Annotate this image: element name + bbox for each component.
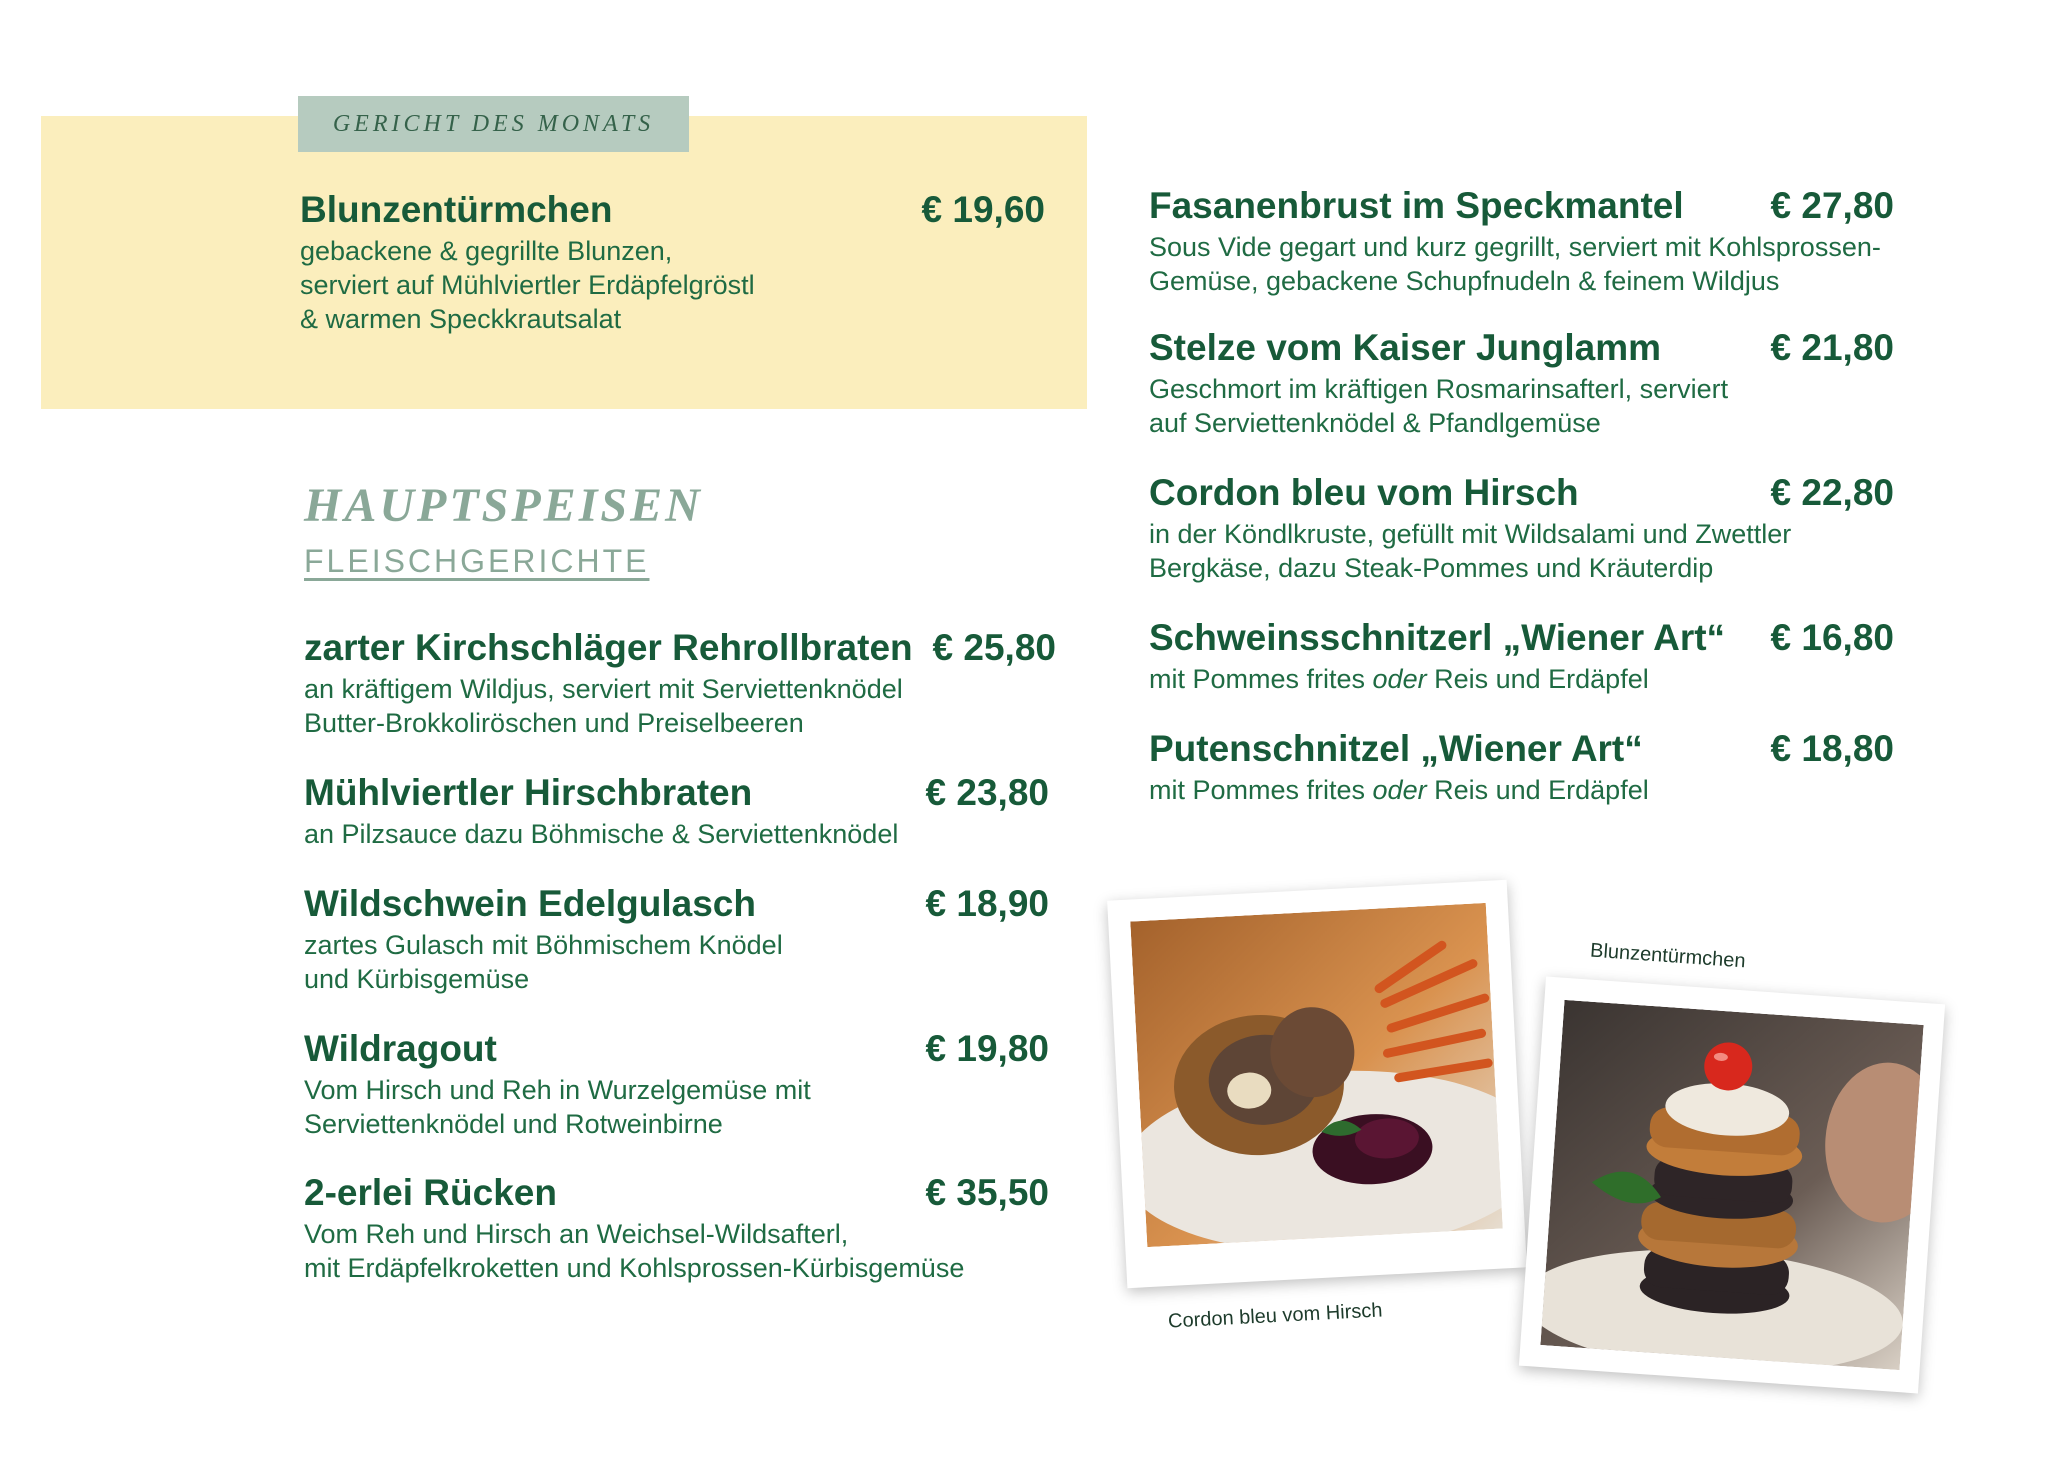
dish-description: Vom Hirsch und Reh in Wurzelgemüse mit Serviettenknödel und Rotweinbirne bbox=[304, 1075, 811, 1139]
monthly-dish bbox=[300, 188, 1045, 336]
dish-price: € 19,80 bbox=[925, 1028, 1049, 1069]
dish-name: Wildragout bbox=[304, 1028, 497, 1069]
dish-price: € 25,80 bbox=[932, 627, 1056, 668]
dish-price: € 16,80 bbox=[1770, 617, 1894, 658]
dish-name: 2-erlei Rücken bbox=[304, 1172, 557, 1213]
dish-price: € 27,80 bbox=[1770, 185, 1894, 226]
dish-description: mit Pommes frites oder Reis und Erdäpfel bbox=[1149, 775, 1649, 805]
menu-item bbox=[1149, 326, 1894, 440]
dish-name: Cordon bleu vom Hirsch bbox=[1149, 472, 1579, 513]
monthly-dish-tab: GERICHT DES MONATS bbox=[298, 96, 689, 152]
menu-item bbox=[304, 626, 1056, 740]
dish-description: mit Pommes frites oder Reis und Erdäpfel bbox=[1149, 664, 1649, 694]
menu-item bbox=[304, 882, 1049, 996]
dish-price: € 21,80 bbox=[1770, 327, 1894, 368]
dish-name: Schweinsschnitzerl „Wiener Art“ bbox=[1149, 617, 1726, 658]
dish-description: Geschmort im kräftigen Rosmarinsafterl, serviert auf Serviettenknödel & Pfandlgemüse bbox=[1149, 374, 1729, 438]
dish-description: in der Köndlkruste, gefüllt mit Wildsalami und Zwettler Bergkäse, dazu Steak-Pommes und Kräuterdip bbox=[1149, 519, 1792, 583]
dish-name: zarter Kirchschläger Rehrollbraten bbox=[304, 627, 913, 668]
menu-item bbox=[304, 1171, 1049, 1285]
menu-item bbox=[1149, 616, 1894, 696]
dish-description: Sous Vide gegart und kurz gegrillt, serviert mit Kohlsprossen- Gemüse, gebackene Schupfnudeln & feinem Wildjus bbox=[1149, 232, 1881, 296]
dish-price: € 19,60 bbox=[921, 189, 1045, 230]
dish-name: Wildschwein Edelgulasch bbox=[304, 883, 756, 924]
menu-item bbox=[304, 771, 1049, 851]
section-title: HAUPTSPEISEN bbox=[304, 479, 703, 532]
dish-price: € 22,80 bbox=[1770, 472, 1894, 513]
dish-name: Blunzentürmchen bbox=[300, 189, 613, 230]
menu-item bbox=[304, 1027, 1049, 1141]
photo-caption: Cordon bleu vom Hirsch bbox=[1167, 1299, 1383, 1333]
menu-item bbox=[1149, 471, 1894, 585]
dish-name: Mühlviertler Hirschbraten bbox=[304, 772, 753, 813]
dish-name: Putenschnitzel „Wiener Art“ bbox=[1149, 728, 1643, 769]
food-photo-blunzentuermchen bbox=[1519, 977, 1945, 1394]
dish-name: Fasanenbrust im Speckmantel bbox=[1149, 185, 1684, 226]
dish-description: gebackene & gegrillte Blunzen, serviert auf Mühlviertler Erdäpfelgröstl & warmen Speckkrautsalat bbox=[300, 236, 755, 334]
dish-name: Stelze vom Kaiser Junglamm bbox=[1149, 327, 1662, 368]
dish-price: € 18,80 bbox=[1770, 728, 1894, 769]
menu-item bbox=[1149, 184, 1949, 298]
dish-description: Vom Reh und Hirsch an Weichsel-Wildsafterl, mit Erdäpfelkroketten und Kohlsprossen-Kürbisgemüse bbox=[304, 1219, 965, 1283]
food-photo-cordon-bleu bbox=[1107, 880, 1527, 1288]
photo-caption: Blunzentürmchen bbox=[1589, 939, 1747, 973]
dish-description: an Pilzsauce dazu Böhmische & Serviettenknödel bbox=[304, 819, 899, 849]
dish-price: € 35,50 bbox=[925, 1172, 1049, 1213]
menu-item bbox=[1149, 727, 1894, 807]
dish-description: zartes Gulasch mit Böhmischem Knödel und Kürbisgemüse bbox=[304, 930, 783, 994]
dish-price: € 18,90 bbox=[925, 883, 1049, 924]
section-subtitle: FLEISCHGERICHTE bbox=[304, 543, 650, 579]
dish-description: an kräftigem Wildjus, serviert mit Serviettenknödel Butter-Brokkoliröschen und Preiselbeeren bbox=[304, 674, 903, 738]
dish-price: € 23,80 bbox=[925, 772, 1049, 813]
